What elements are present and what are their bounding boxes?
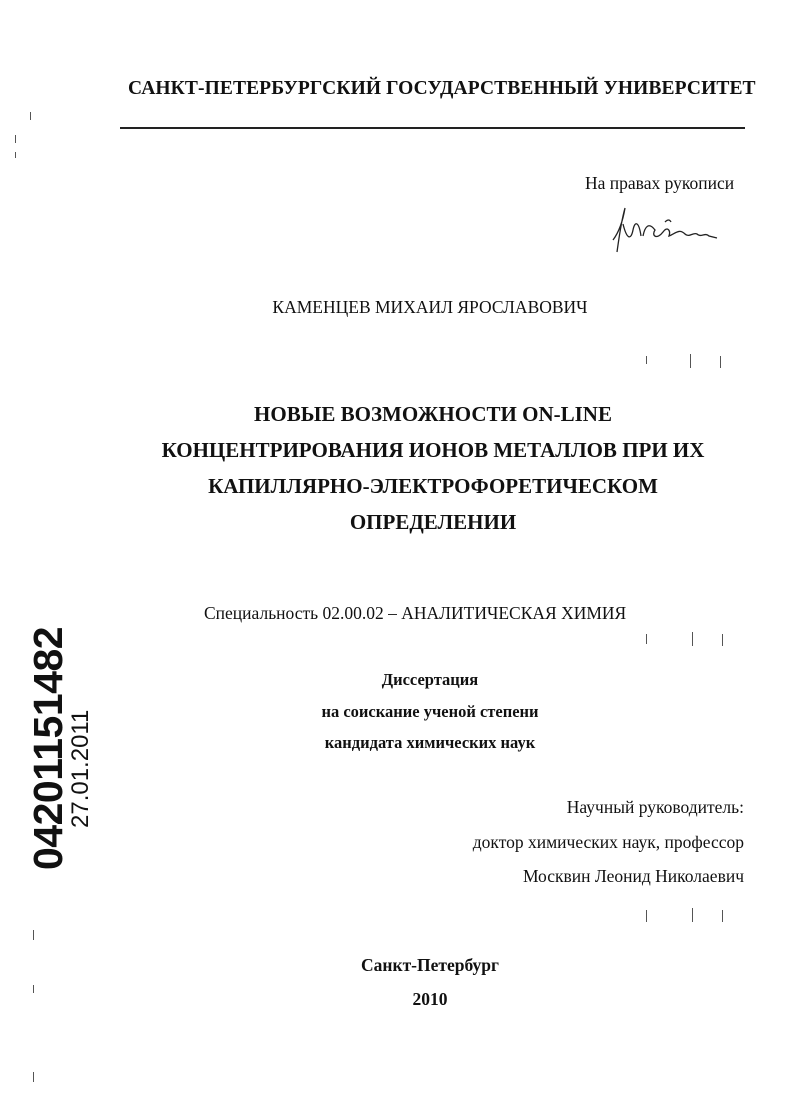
scan-mark	[722, 634, 723, 646]
scan-mark	[646, 356, 647, 364]
degree-statement	[0, 664, 796, 759]
scan-mark	[690, 354, 691, 368]
scan-mark	[15, 135, 16, 143]
dissertation-title	[0, 396, 796, 540]
scan-mark	[33, 1072, 34, 1082]
title-line: НОВЫЕ ВОЗМОЖНОСТИ ON-LINE	[254, 402, 612, 426]
degree-line: Диссертация	[381, 670, 479, 689]
specialty: Специальность 02.00.02 – АНАЛИТИЧЕСКАЯ ХИМИЯ	[204, 603, 627, 623]
city: Санкт-Петербург	[361, 955, 499, 975]
scan-mark	[692, 632, 693, 646]
scan-mark	[33, 985, 34, 993]
supervisor-line: Москвин Леонид Николаевич	[522, 866, 744, 886]
scan-mark	[33, 930, 34, 940]
title-line: КОНЦЕНТРИРОВАНИЯ ИОНОВ МЕТАЛЛОВ ПРИ ИХ	[161, 438, 705, 462]
header-divider	[120, 127, 745, 129]
scan-mark	[646, 910, 647, 922]
stamp-number: 04201151482	[25, 626, 71, 870]
scan-mark	[15, 152, 16, 158]
supervisor-line: Научный руководитель:	[566, 797, 744, 817]
scan-mark	[722, 910, 723, 922]
supervisor-block	[473, 790, 744, 894]
archive-stamp	[25, 626, 94, 870]
signature-image	[605, 200, 735, 260]
supervisor-line: доктор химических наук, профессор	[472, 831, 744, 852]
degree-line: на соискание ученой степени	[321, 701, 539, 721]
author-name: КАМЕНЦЕВ МИХАИЛ ЯРОСЛАВОВИЧ	[272, 297, 588, 317]
title-line: КАПИЛЛЯРНО-ЭЛЕКТРОФОРЕТИЧЕСКОМ	[208, 474, 658, 498]
title-line: ОПРЕДЕЛЕНИИ	[349, 510, 517, 534]
scan-mark	[30, 112, 31, 120]
scan-mark	[692, 908, 693, 922]
year: 2010	[412, 989, 448, 1009]
stamp-date: 27.01.2011	[67, 709, 94, 828]
place-and-year	[0, 948, 796, 1016]
degree-line: кандидата химических наук	[324, 733, 536, 752]
university-name: САНКТ-ПЕТЕРБУРГСКИЙ ГОСУДАРСТВЕННЫЙ УНИВЕРСИТЕТ	[128, 78, 756, 99]
manuscript-note: На правах рукописи	[585, 173, 735, 193]
scan-mark	[646, 634, 647, 644]
scan-mark	[720, 356, 721, 368]
